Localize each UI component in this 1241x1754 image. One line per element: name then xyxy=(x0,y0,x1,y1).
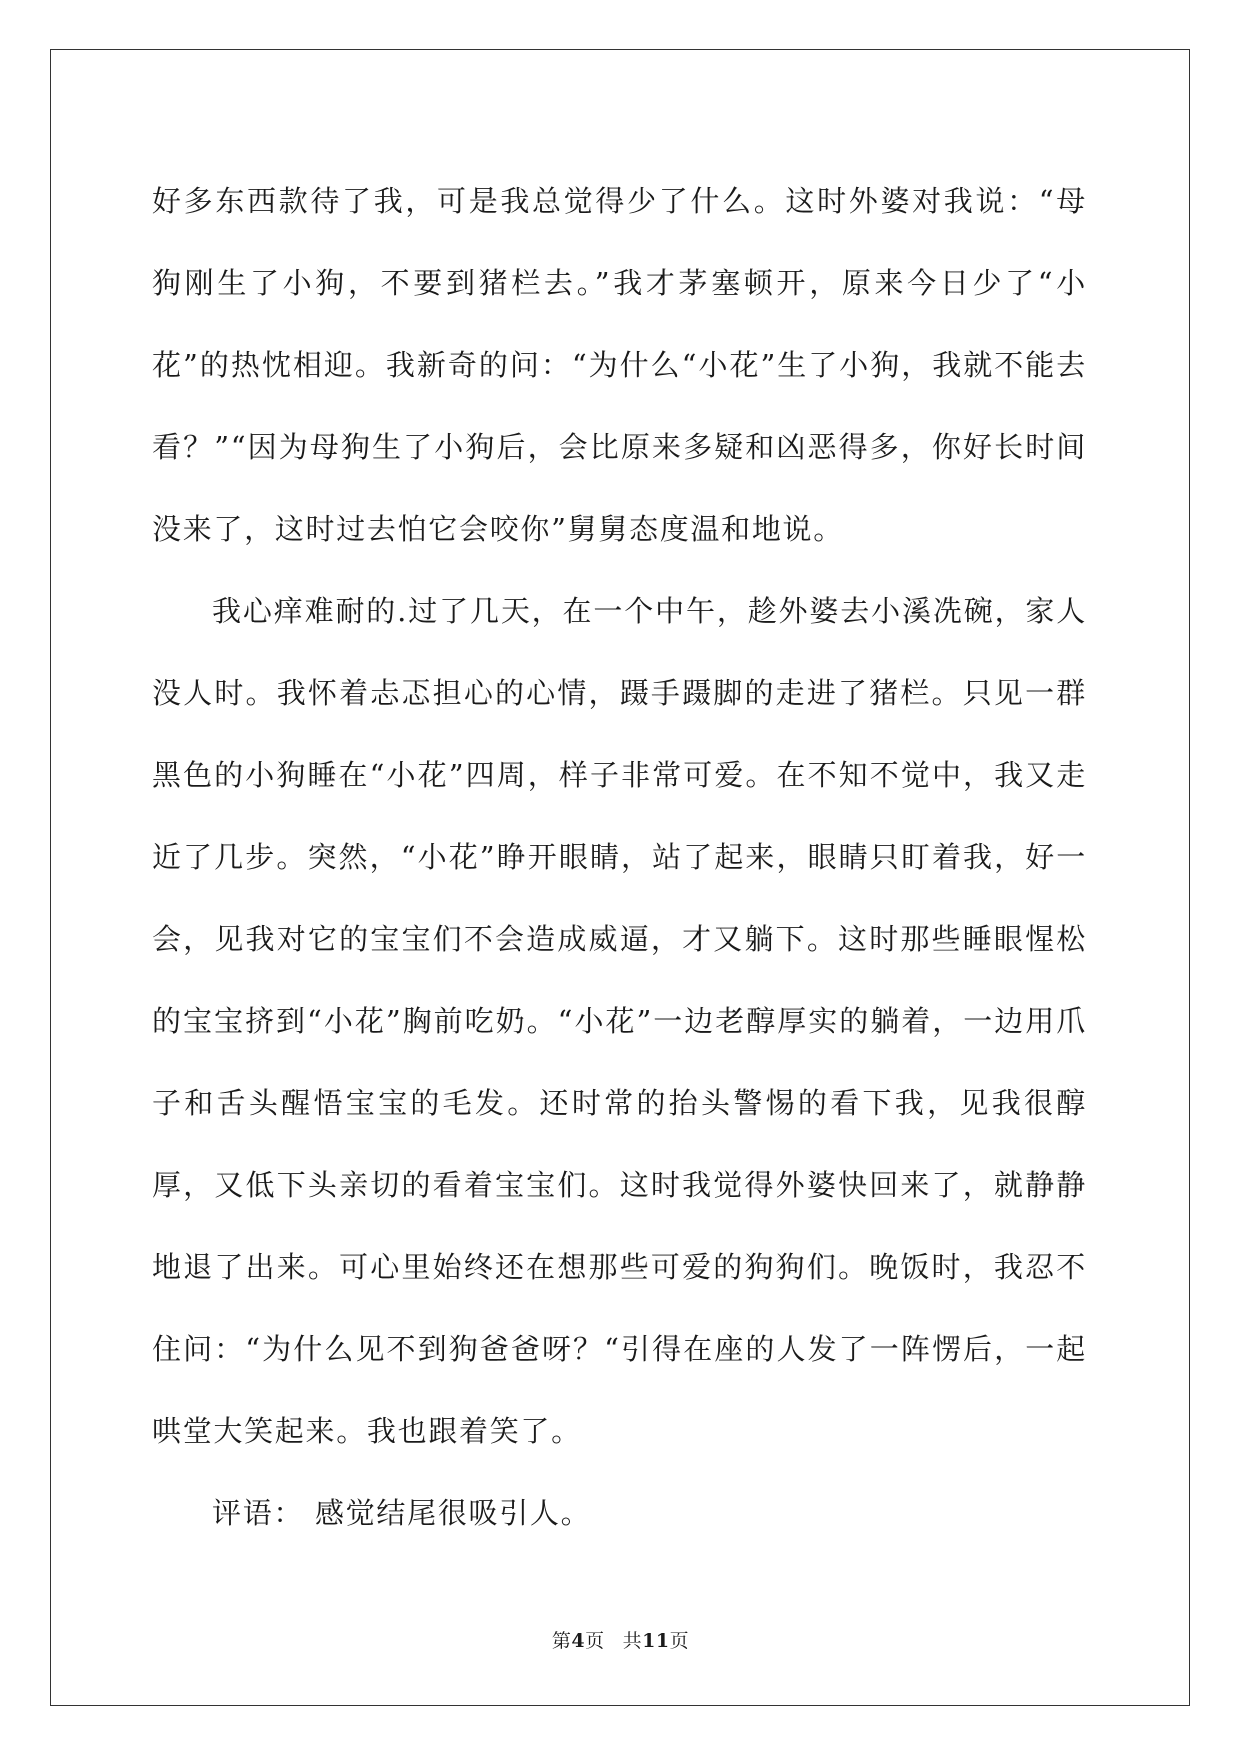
page-footer xyxy=(0,1626,1241,1653)
paragraph-comment: 评语： 感觉结尾很吸引人。 xyxy=(212,1496,592,1530)
page-suffix: 页 xyxy=(585,1630,605,1652)
page-prefix: 第 xyxy=(551,1630,572,1652)
page-number: 4 xyxy=(571,1630,586,1652)
paragraph-1: 好多东西款待了我，可是我总觉得少了什么。这时外婆对我说：“母狗刚生了小狗，不要到猪栏去。”我才茅塞顿开，原来今日少了“小花”的热忱相迎。我新奇的问：“为什么“小花”生了小狗，我就不能去看？”“因为母狗生了小狗后，会比原来多疑和凶恶得多，你好长时间没来了，这时过去怕它会咬你”舅舅态度温和地说。 xyxy=(152,184,1087,546)
paragraph-2: 我心痒难耐的.过了几天，在一个中午，趁外婆去小溪冼碗，家人没人时。我怀着忐忑担心的心情，蹑手蹑脚的走进了猪栏。只见一群黑色的小狗睡在“小花”四周，样子非常可爱。在不知不觉中，我又走近了几步。突然，“小花”睁开眼睛，站了起来，眼睛只盯着我，好一会，见我对它的宝宝们不会造成威逼，才又躺下。这时那些睡眼惺松的宝宝挤到“小花”胸前吃奶。“小花”一边老醇厚实的躺着，一边用爪子和舌头醒悟宝宝的毛发。还时常的抬头警惕的看下我，见我很醇厚，又低下头亲切的看着宝宝们。这时我觉得外婆快回来了，就静静地退了出来。可心里始终还在想那些可爱的狗狗们。晚饭时，我忍不住问：“为什么见不到狗爸爸呀？“引得在座的人发了一阵愣后，一起哄堂大笑起来。我也跟着笑了。 xyxy=(152,594,1087,1448)
total-prefix: 共 xyxy=(622,1630,643,1652)
document-body xyxy=(152,160,1087,1554)
total-suffix: 页 xyxy=(669,1630,690,1652)
total-pages: 11 xyxy=(642,1630,670,1652)
